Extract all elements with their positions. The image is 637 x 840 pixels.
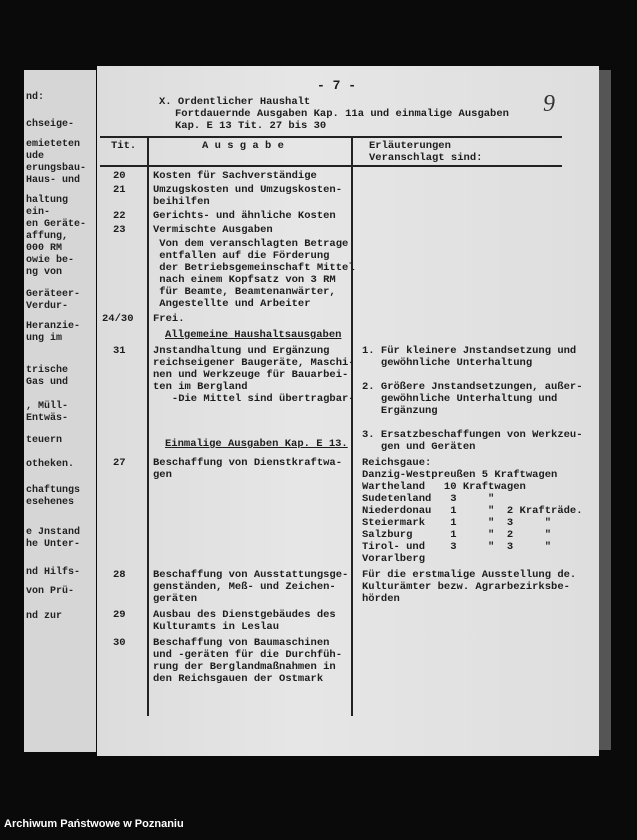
- fragment-line: haltung: [26, 195, 69, 206]
- fragment-line: Gas und: [26, 377, 69, 388]
- row-ausgabe: Gerichts- und ähnliche Kosten: [153, 210, 336, 222]
- row-tit: 30: [113, 637, 126, 649]
- fragment-line: Haus- und: [26, 175, 81, 186]
- fragment-line: chaftungs: [26, 485, 81, 496]
- row-ausgabe: Beschaffung von Baumaschinen und -geräten für die Durchfüh- rung der Berglandmaßnahmen in den Reichsgauen der Ostmark: [153, 637, 343, 685]
- row-ausgabe: Vermischte Ausgaben: [153, 224, 273, 236]
- header-tit: Tit.: [111, 140, 137, 152]
- fragment-line: e Jnstand: [26, 527, 81, 538]
- document-page: [97, 66, 599, 756]
- fragment-line: Heranzie-: [26, 321, 81, 332]
- fragment-line: erungsbau-: [26, 163, 87, 174]
- row-tit: 28: [113, 569, 126, 581]
- row-ausgabe: Kosten für Sachverständige: [153, 170, 317, 182]
- archive-credit: Archiwum Państwowe w Poznaniu: [4, 818, 184, 830]
- fragment-line: ein-: [26, 207, 51, 218]
- fragment-line: owie be-: [26, 255, 75, 266]
- page-edge: [599, 70, 611, 750]
- row-ausgabe: Von dem veranschlagten Betrage entfallen auf die Förderung der Betriebsgemeinschaft Mittel nach einem Kopfsatz von 3 RM für Beamte, Beamtenanwärter, Angestellte und Arbeiter: [159, 238, 355, 310]
- row-ausgabe: Beschaffung von Dienstkraftwa- gen: [153, 457, 343, 481]
- fragment-line: nd:: [26, 92, 45, 103]
- title-line-2: Fortdauernde Ausgaben Kap. 11a und einmalige Ausgaben: [175, 108, 509, 120]
- row-erlaeuterung: 1. Für kleinere Jnstandsetzung und gewöhnliche Unterhaltung 2. Größere Jnstandsetzungen, außer- gewöhnliche Unterhaltung und Ergänzung 3. Ersatzbeschaffungen von Werkzeu- gen und Geräten: [362, 345, 583, 453]
- header-ausgabe: A u s g a b e: [202, 140, 284, 152]
- page-number: 9: [543, 91, 555, 117]
- fragment-line: Entwäs-: [26, 413, 69, 424]
- fragment-line: Geräteer-: [26, 289, 81, 300]
- fragment-line: chseige-: [26, 119, 75, 130]
- fragment-line: emieteten: [26, 139, 81, 150]
- fragment-line: nd Hilfs-: [26, 567, 81, 578]
- row-tit: 20: [113, 170, 126, 182]
- fragment-line: Verdur-: [26, 301, 69, 312]
- row-tit: 24/30: [102, 313, 134, 325]
- fragment-line: trische: [26, 365, 69, 376]
- row-ausgabe: Beschaffung von Ausstattungsge- genständen, Meß- und Zeichen- geräten: [153, 569, 349, 605]
- fragment-line: , Müll-: [26, 401, 69, 412]
- column-divider: [147, 136, 149, 716]
- fragment-line: nd zur: [26, 611, 63, 622]
- page-marker: - 7 -: [317, 78, 357, 93]
- row-ausgabe: Frei.: [153, 313, 185, 325]
- row-tit: 31: [113, 345, 126, 357]
- fragment-line: he Unter-: [26, 539, 81, 550]
- fragment-line: 000 RM: [26, 243, 63, 254]
- row-tit: 22: [113, 210, 126, 222]
- section-heading-allgemeine: Allgemeine Haushaltsausgaben: [165, 329, 342, 341]
- fragment-line: en Geräte-: [26, 219, 87, 230]
- column-divider: [351, 136, 353, 716]
- fragment-line: ung im: [26, 333, 63, 344]
- row-tit: 21: [113, 184, 126, 196]
- fragment-line: ng von: [26, 267, 63, 278]
- row-erlaeuterung: Für die erstmalige Ausstellung de. Kulturämter bezw. Agrarbezirksbe- hörden: [362, 569, 577, 605]
- row-tit: 29: [113, 609, 126, 621]
- table-top-rule: [100, 136, 562, 138]
- row-ausgabe: Umzugskosten und Umzugskosten- beihilfen: [153, 184, 343, 208]
- row-tit: 27: [113, 457, 126, 469]
- fragment-line: teuern: [26, 435, 63, 446]
- fragment-line: esehenes: [26, 497, 75, 508]
- fragment-line: otheken.: [26, 459, 75, 470]
- row-erlaeuterung: Reichsgaue: Danzig-Westpreußen 5 Kraftwagen Wartheland 10 Kraftwagen Sudetenland 3 " Niederdonau 1 " 2 Krafträde. Steiermark 1 " 3 " Salzburg 1 " 2 " Tirol- und 3 " 3 " Vorarlberg: [362, 457, 583, 565]
- section-heading-einmalige: Einmalige Ausgaben Kap. E 13.: [165, 438, 348, 450]
- header-erlaeuterungen: Erläuterungen Veranschlagt sind:: [369, 140, 483, 164]
- fragment-line: ude: [26, 151, 45, 162]
- row-ausgabe: Ausbau des Dienstgebäudes des Kulturamts in Leslau: [153, 609, 336, 633]
- adjacent-page-fragment: [24, 70, 96, 752]
- title-line-3: Kap. E 13 Tit. 27 bis 30: [175, 120, 327, 132]
- fragment-line: von Prü-: [26, 586, 75, 597]
- header-rule: [100, 165, 562, 167]
- row-ausgabe: Jnstandhaltung und Ergänzung reichseigener Baugeräte, Maschi- nen und Werkzeuge für Bauarbei- ten im Bergland -Die Mittel sind übertragbar-: [153, 345, 355, 405]
- fragment-line: affung,: [26, 231, 69, 242]
- row-tit: 23: [113, 224, 126, 236]
- title-line-1: X. Ordentlicher Haushalt: [159, 96, 311, 108]
